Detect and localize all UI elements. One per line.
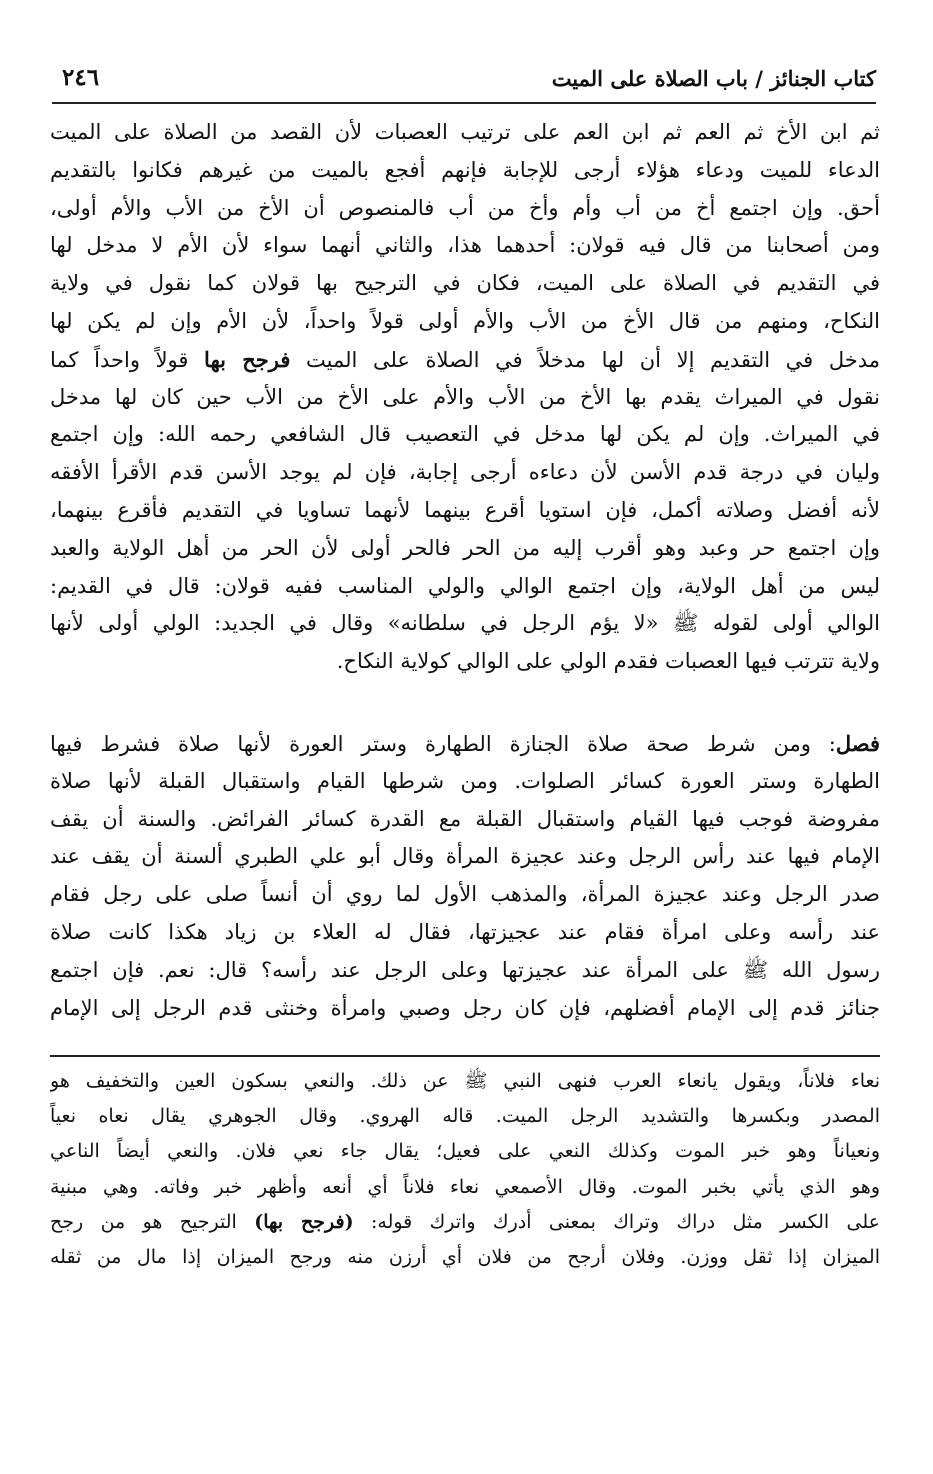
main-text-section-2 bbox=[50, 725, 880, 1027]
text-line: وليان في درجة قدم الأسن لأن دعاءه أرجى إجابة، فإن لم يوجد الأسن قدم الأقرأ الأفقه bbox=[50, 460, 880, 485]
text-line: عند رأسه وعلى امرأة فقام عند عجيزتها، فقال له العلاء بن زياد هكذا كانت صلاة bbox=[50, 919, 880, 944]
text-line: الدعاء للميت ودعاء هؤلاء أرجى للإجابة فإنهم أفجع بالميت من غيرهم فكانوا بالتقديم bbox=[50, 157, 880, 182]
text-line: رسول الله ﷺ على المرأة عند عجيزتها وعلى الرجل عند رأسه؟ قال: نعم. فإن اجتمع bbox=[50, 957, 880, 982]
text-line bbox=[50, 725, 880, 763]
text-line: ليس من أهل الولاية، وإن اجتمع الوالي والولي المناسب ففيه قولان: قال في القديم: bbox=[50, 573, 880, 598]
text-line: ومن أصحابنا من قال فيه قولان: أحدهما هذا، والثاني أنهما سواء لأن الأم لا مدخل لها bbox=[50, 233, 880, 258]
text-fragment: مدخل في التقديم إلا أن لها مدخلاً في الصلاة على الميت bbox=[306, 347, 880, 372]
text-line: نقول في الميراث يقدم بها الأخ من الأب والأم على الأخ من الأب حين كان لها مدخل bbox=[50, 384, 880, 409]
text-line: وإن اجتمع حر وعبد وهو أقرب إليه من الحر فالحر أولى لأن الحر من أهل الولاية والعبد bbox=[50, 535, 880, 560]
text-fragment: على الكسر مثل دراك وتراك بمعنى أدرك واترك قوله: bbox=[370, 1210, 880, 1233]
text-fragment: قولاً واحداً كما bbox=[50, 347, 189, 372]
text-line: الإمام فيها عند رأس الرجل وعند عجيزة المرأة وقال أبو علي الطبري ألسنة أن يقف عند bbox=[50, 844, 880, 869]
text-fragment: : ومن شرط صحة صلاة الجنازة الطهارة وستر العورة لأنها صلاة فشرط فيها bbox=[50, 732, 836, 756]
text-line: أحق. وإن اجتمع أخ من أب وأم وأخ من أب فالمنصوص أن الأخ من الأب والأم أولى، bbox=[50, 195, 880, 220]
text-line: صدر الرجل وعند عجيزة المرأة، والمذهب الأول لما روي أن أنساً صلى على رجل فقام bbox=[50, 882, 880, 907]
footnote-line: المصدر وبكسرها والتشديد الرجل الميت. قاله الهروي. وقال الجوهري يقال نعاه نعياً bbox=[50, 1105, 880, 1128]
main-text-section-1 bbox=[50, 114, 880, 681]
footnote-line: ونعياناً وهو خبر الموت وكذلك النعي على فعيل؛ يقال جاء نعي فلان. والنعي أيضاً الناعي bbox=[50, 1140, 880, 1163]
text-line: النكاح، ومنهم من قال الأخ من الأب والأم أولى قولاً واحداً، لأن الأم وإن لم يكن لها bbox=[50, 308, 880, 333]
text-line: ولاية تترتب فيها العصبات فقدم الولي على الوالي كولاية النكاح. bbox=[336, 649, 880, 674]
footnote-line: وهو الذي يأتي بخبر الموت. وقال الأصمعي نعاء فلاناً أي أنعه وأظهر خبر وفاته. وهي مبنية bbox=[50, 1175, 880, 1198]
footnote-divider bbox=[50, 1055, 880, 1057]
page-number: ٢٤٦ bbox=[62, 64, 100, 91]
running-title: كتاب الجنائز / باب الصلاة على الميت bbox=[551, 66, 876, 91]
page-header bbox=[52, 62, 876, 104]
section-heading: فصل bbox=[835, 731, 880, 756]
text-line: الطهارة وستر العورة كسائر الصلوات. ومن شرطها القيام واستقبال القبلة لأنها صلاة bbox=[50, 768, 880, 793]
text-line bbox=[50, 341, 880, 379]
text-line: لأنه أفضل وصلاته أكمل، فإن استويا أقرع بينهما لأنهما تساويا في التقديم فأقرع بينهما، bbox=[50, 497, 880, 522]
text-line: مفروضة فوجب فيها القيام واستقبال القبلة مع القدرة كسائر الفرائض. والسنة أن يقف bbox=[50, 806, 880, 831]
text-fragment: الترجيح هو من رجح bbox=[50, 1210, 237, 1233]
footnote-line: نعاء فلاناً، ويقول يانعاء العرب فنهى النبي ﷺ عن ذلك. والنعي بسكون العين والتخفيف هو bbox=[50, 1070, 880, 1092]
text-line: جنائز قدم إلى الإمام أفضلهم، فإن كان رجل وصبي وامرأة وخنثى قدم الرجل إلى الإمام bbox=[50, 995, 880, 1020]
bold-keyword: (فرجح بها) bbox=[254, 1210, 354, 1233]
text-line: في الميراث. وإن لم يكن لها مدخل في التعصيب قال الشافعي رحمه الله: وإن اجتمع bbox=[50, 422, 880, 447]
bold-keyword: فرجح بها bbox=[204, 346, 291, 372]
text-line: ثم ابن الأخ ثم العم ثم ابن العم على ترتيب العصبات لأن القصد من الصلاة على الميت bbox=[50, 120, 880, 144]
text-line: الوالي أولى لقوله ﷺ «لا يؤم الرجل في سلطانه» وقال في الجديد: الولي أولى لأنها bbox=[50, 611, 880, 636]
footnotes bbox=[50, 1064, 880, 1275]
footnote-line bbox=[50, 1205, 880, 1240]
text-line: في التقديم في الصلاة على الميت، فكان في الترجيح بها قولان كما نقول في ولاية bbox=[50, 271, 880, 296]
footnote-line: الميزان إذا ثقل ووزن. وفلان أرجح من فلان أي أرزن منه ورجح الميزان إذا مال من ثقله bbox=[50, 1245, 880, 1268]
